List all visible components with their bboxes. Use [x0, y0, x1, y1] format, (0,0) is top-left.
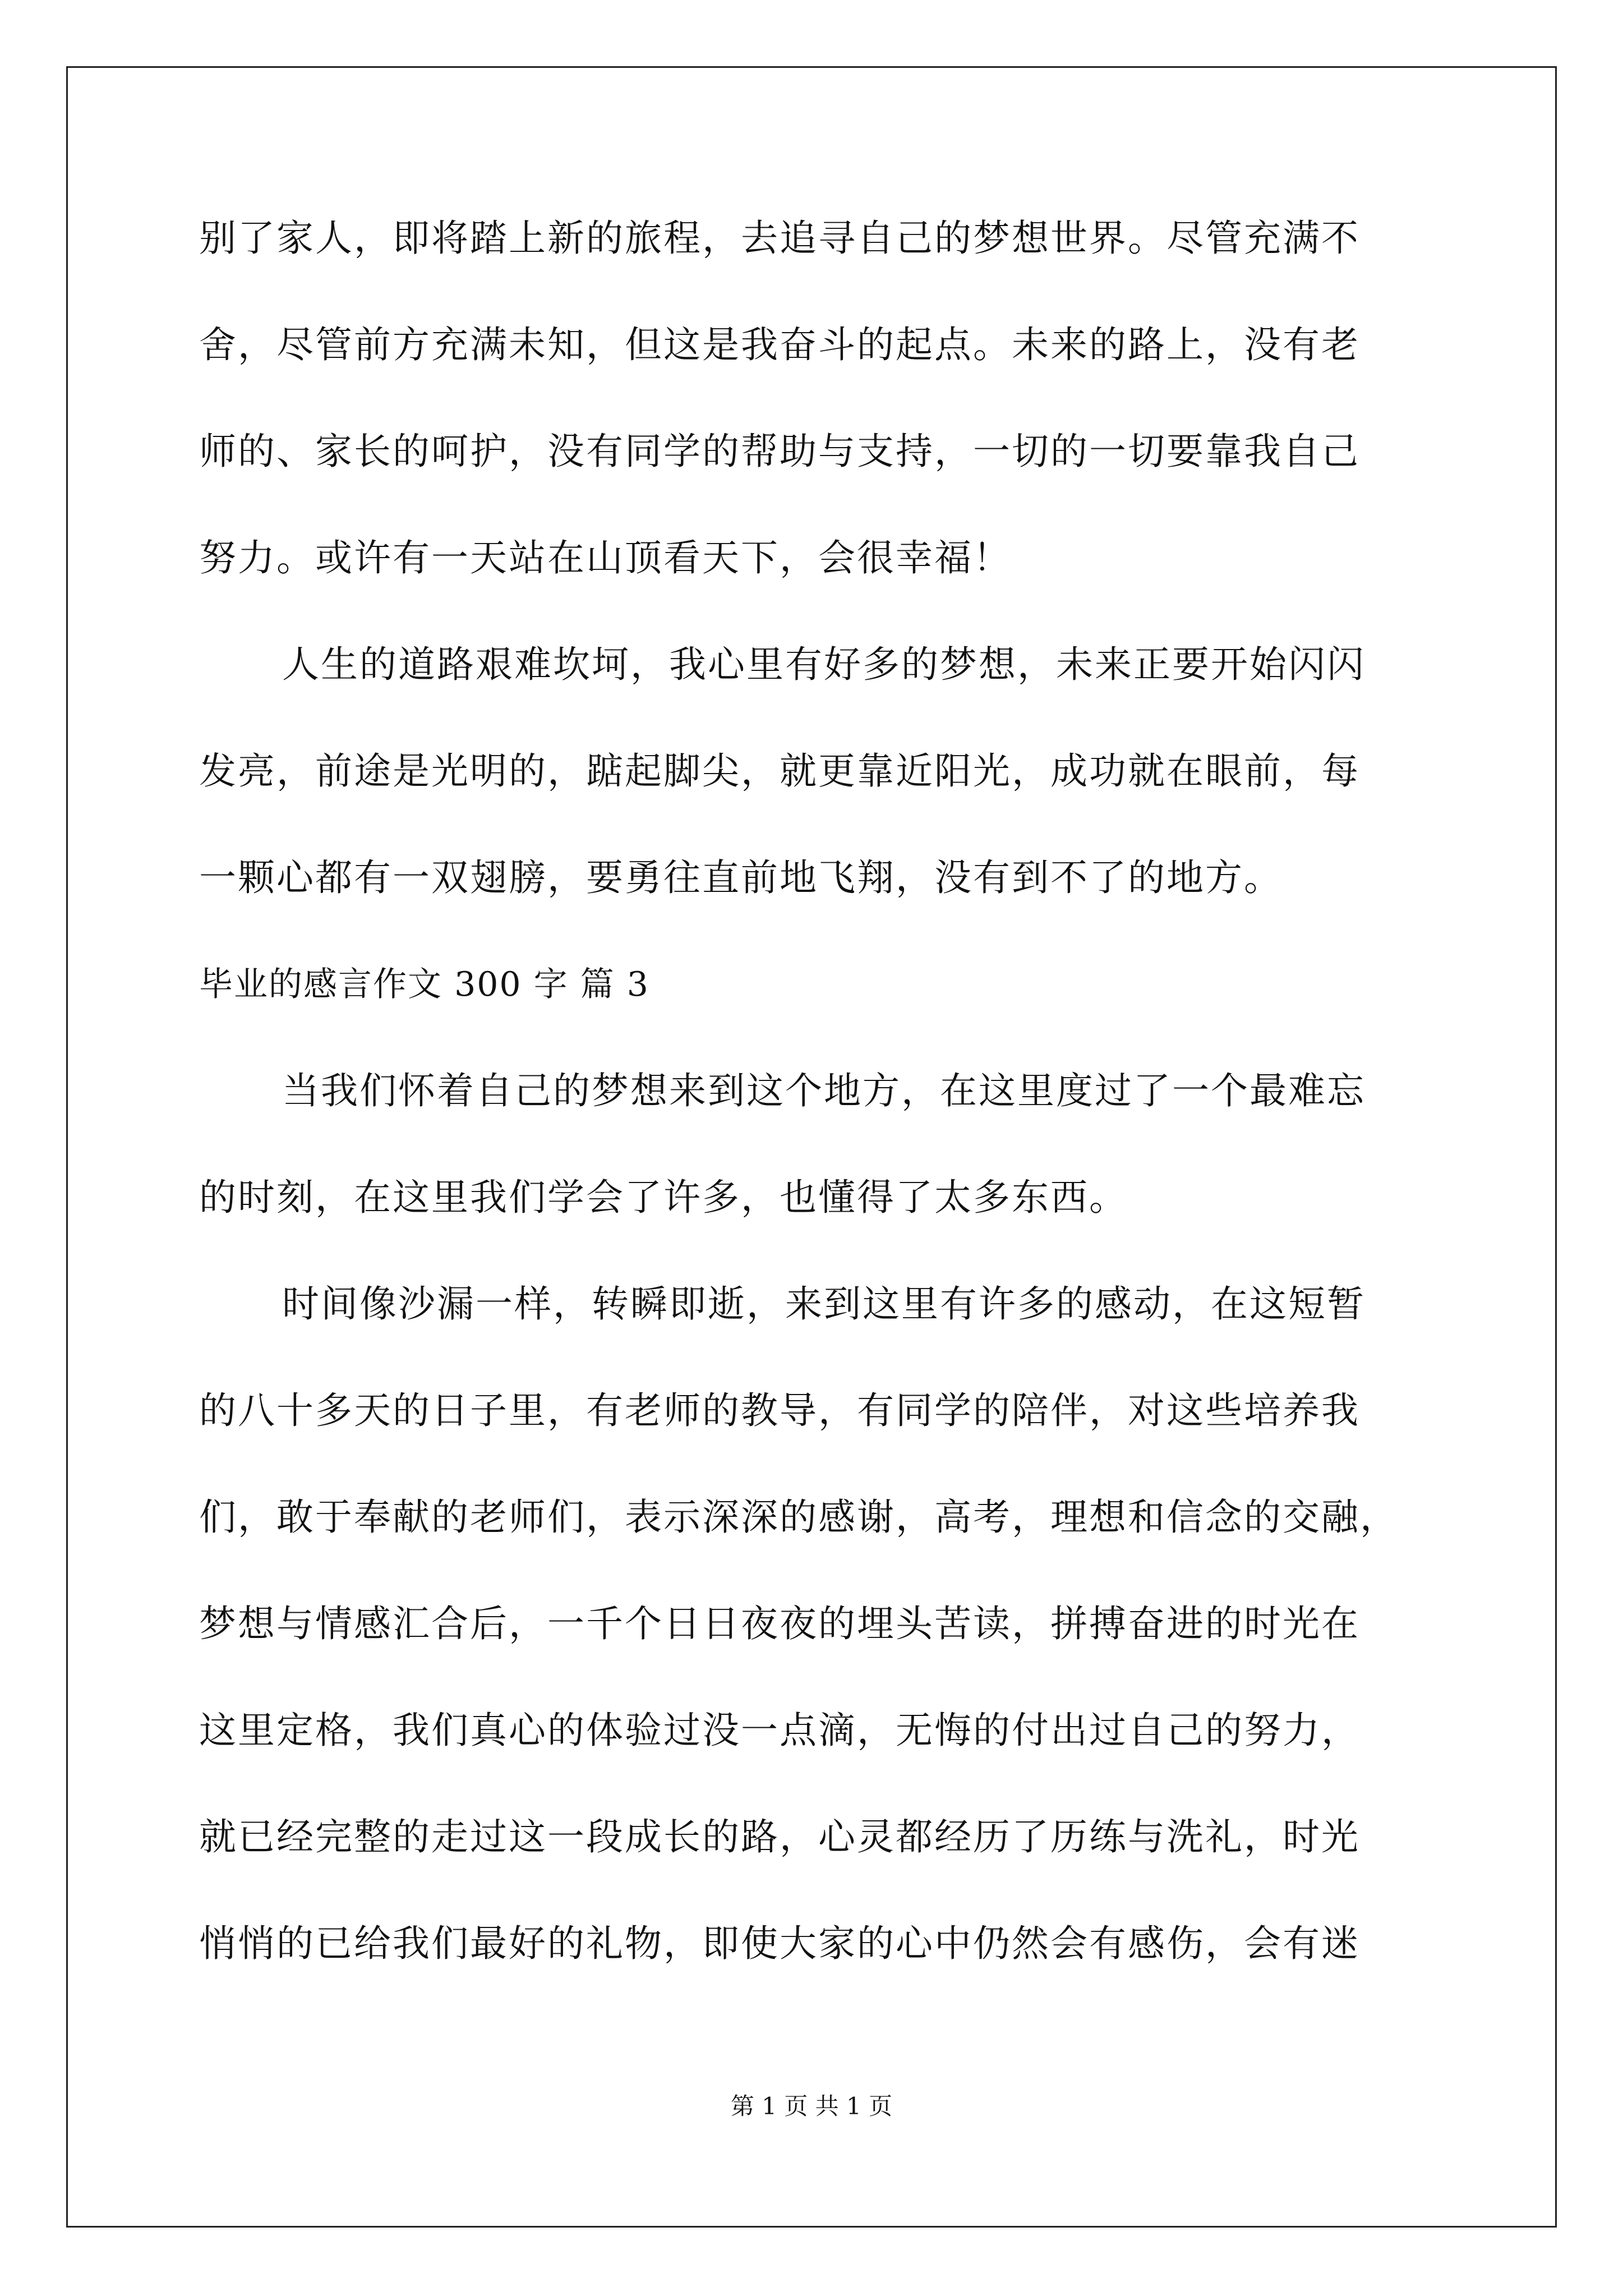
text-line: 的时刻，在这里我们学会了许多，也懂得了太多东西。 — [199, 1176, 1128, 1219]
text-line: 发亮，前途是光明的，踮起脚尖，就更靠近阳光，成功就在眼前，每 — [199, 749, 1360, 793]
text-line: 这里定格，我们真心的体验过没一点滴，无悔的付出过自己的努力， — [199, 1709, 1360, 1752]
paragraph-start-line: 当我们怀着自己的梦想来到这个地方，在这里度过了一个最难忘 — [282, 1069, 1366, 1112]
text-line: 师的、家长的呵护，没有同学的帮助与支持，一切的一切要靠我自己 — [199, 430, 1360, 473]
text-line: 努力。或许有一天站在山顶看天下，会很幸福！ — [199, 536, 1012, 579]
paragraph-start-line: 时间像沙漏一样，转瞬即逝，来到这里有许多的感动，在这短暂 — [282, 1282, 1366, 1326]
section-heading: 毕业的感言作文 300 字 篇 3 — [199, 965, 649, 1004]
text-line: 别了家人，即将踏上新的旅程，去追寻自己的梦想世界。尽管充满不 — [199, 217, 1360, 260]
page-footer: 第 1 页 共 1 页 — [730, 2092, 893, 2120]
text-line: 就已经完整的走过这一段成长的路，心灵都经历了历练与洗礼，时光 — [199, 1815, 1360, 1858]
text-line: 舍，尽管前方充满未知，但这是我奋斗的起点。未来的路上，没有老 — [199, 323, 1360, 366]
text-line: 悄悄的已给我们最好的礼物，即使大家的心中仍然会有感伤，会有迷 — [199, 1922, 1360, 1965]
page-border — [66, 66, 1557, 2228]
text-line: 一颗心都有一双翅膀，要勇往直前地飞翔，没有到不了的地方。 — [199, 856, 1283, 899]
text-line: 的八十多天的日子里，有老师的教导，有同学的陪伴，对这些培养我 — [199, 1389, 1360, 1432]
text-line: 梦想与情感汇合后，一千个日日夜夜的埋头苦读，拼搏奋进的时光在 — [199, 1602, 1360, 1645]
text-line: 们，敢于奉献的老师们，表示深深的感谢，高考，理想和信念的交融， — [199, 1496, 1399, 1539]
paragraph-start-line: 人生的道路艰难坎坷，我心里有好多的梦想，未来正要开始闪闪 — [282, 643, 1366, 686]
